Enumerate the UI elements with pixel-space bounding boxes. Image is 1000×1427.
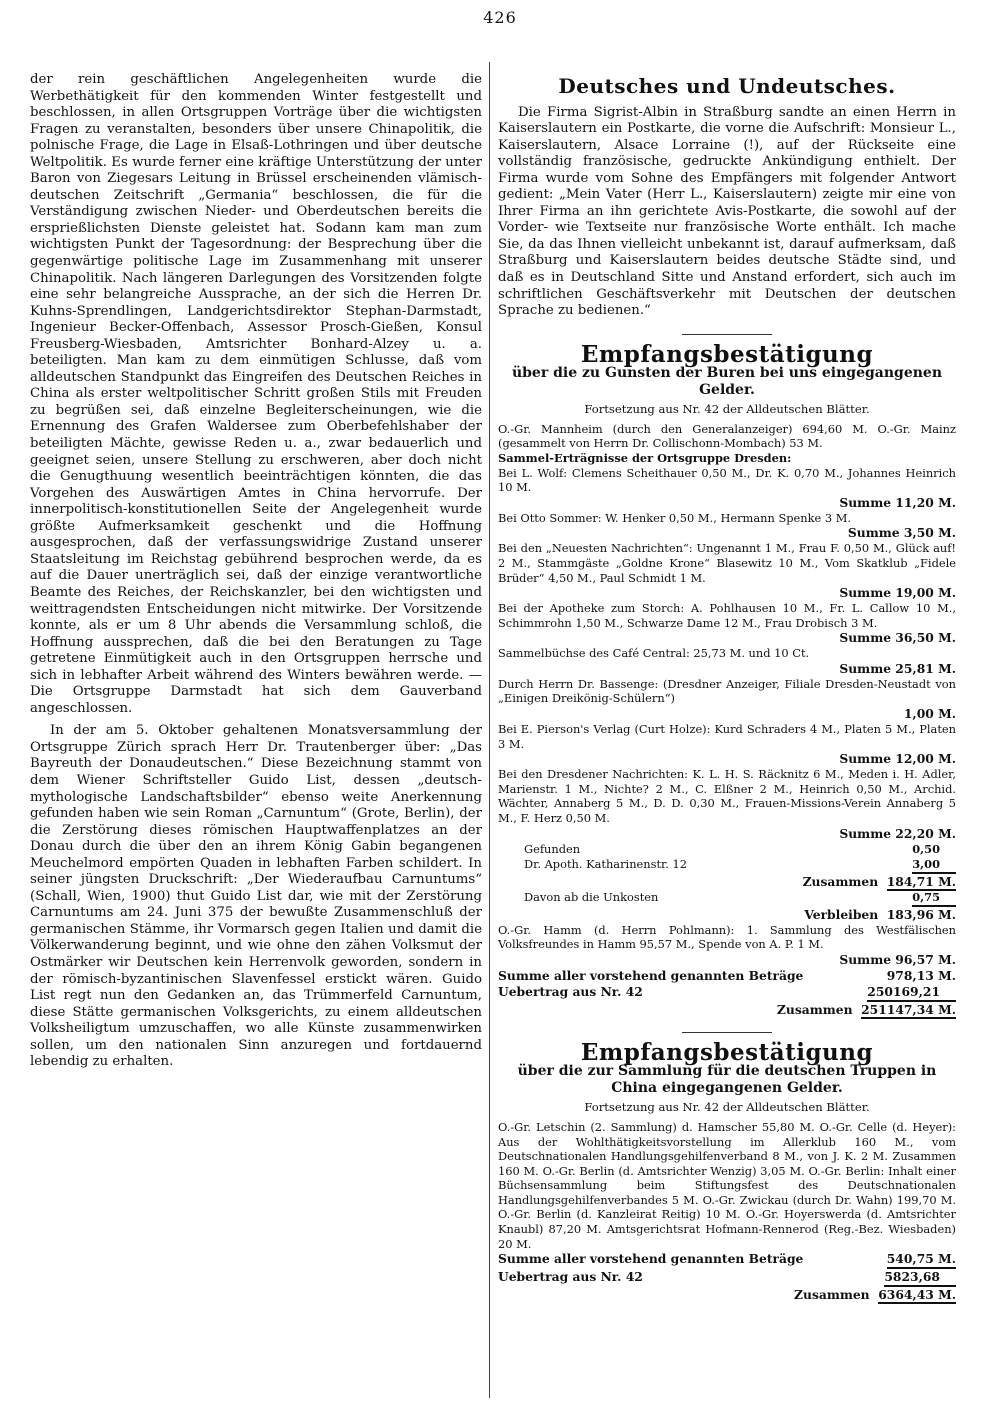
row-value: 184,71 M. [886, 873, 956, 889]
row-value: 250169,21 [867, 984, 956, 1002]
receipt-entry: Bei den „Neuesten Nachrichten“: Ungenannt 1 M., Frau F. 0,50 M., Glück auf! 2 M., Stammgäste „Goldne Krone“ Blasewitz 10 M., Vom Skatklub „Fidele Brüder“ 4,50 M., Paul Schmidt 1 M. [498, 541, 956, 585]
article-text: Die Firma Sigrist-Albin in Straßburg sandte an einen Herrn in Kaiserslautern ein Postkarte, die vorne die Aufschrift: Monsieur L., Kaiserslautern, Alsace Lorraine (!), auf der Rückseite eine vollständig französische, gedruckte Ankündigung enthielt. Der Firma wurde vom Sohne des Empfängers mit folgender Antwort gedient: „Mein Vater (Herr L., Kaiserslautern) zeigte mir eine von Ihrer Firma an ihn gerichtete Avis-Postkarte, die sowohl auf der Vorder- wie Textseite nur französische Worte enthält. Ich mache Sie, da das Ihnen vielleicht unbekannt ist, darauf aufmerksam, daß Straßburg und Kaiserslautern beides deutsche Städte sind, und daß es in Deutschland Sitte und Anstand erfordert, sich auch im schriftlichen Geschäftsverkehr mit Deutschen der deutschen Sprache zu bedienen.“ [498, 104, 956, 319]
uebertrag-row [498, 984, 956, 1002]
row-label: Zusammen [794, 1287, 870, 1303]
separator-rule [682, 1032, 772, 1033]
receipt-entry: Bei den Dresdener Nachrichten: K. L. H. S. Räcknitz 6 M., Meden i. H. Adler, Marienstr. 1 M., Nichte? 2 M., C. Elßner 2 M., Heinrich 0,50 M., Archid. Wächter, Annaberg 5 M., D. D. 0,30 M., Frauen-Missions-Verein Annaberg 5 M., F. Herz 0,50 M. [498, 767, 956, 826]
receipt-title: Empfangsbestätigung [580, 1038, 874, 1066]
receipt-entry: Bei Otto Sommer: W. Henker 0,50 M., Hermann Spenke 3 M. [498, 510, 852, 525]
receipt-subtotal: Summe 22,20 M. [839, 825, 956, 841]
receipt-subtitle: über die zu Gunsten der Buren bei uns eingegangenen Gelder. [511, 365, 943, 399]
receipt-body: O.-Gr. Letschin (2. Sammlung) d. Hamscher 55,80 M. O.-Gr. Celle (d. Heyer): Aus der Wohlthätigkeitsvorstellung im Allerklub 160 M., vom Deutschnationalen Handlungsgehilfenverband 8 M., von J. K. 2 M. Zusammen 160 M. O.-Gr. Berlin (d. Amtsrichter Wenzig) 3,05 M. O.-Gr. Berlin: Inhalt einer Büchsensammlung beim Stiftungsfest des Deutschnationalen Handlungsgehilfenverbandes 5 M. O.-Gr. Zwickau (durch Dr. Wahn) 199,70 M. O.-Gr. Berlin (d. Kanzleirat Reitig) 10 M. O.-Gr. Hoyerswerda (d. Amtsrichter Knaubl) 87,20 M. Amtsgerichtsrat Hofmann-Rennerod (Reg.-Bez. Wiesbaden) 20 M. [498, 1119, 956, 1251]
grand-total-row [498, 1287, 956, 1303]
row-label: Summe aller vorstehend genannten Beträge [498, 1251, 804, 1267]
row-value: 0,75 [912, 890, 956, 907]
receipt-subtotal: Summe 25,81 M. [839, 660, 956, 676]
row-label: Summe aller vorstehend genannten Beträge [498, 967, 804, 983]
row-label: Verbleiben [804, 906, 879, 922]
receipt-subtotal: Summe 36,50 M. [839, 630, 956, 646]
receipt-subtotal: Summe 11,20 M. [839, 494, 956, 510]
receipt-entry: Sammel-Erträgnisse der Ortsgruppe Dresden: [498, 450, 792, 465]
row-label: Davon ab die Unkosten [524, 889, 659, 904]
page-number: 426 [483, 8, 517, 27]
row-label: Uebertrag aus Nr. 42 [498, 983, 643, 999]
receipt-subtotal: Summe 19,00 M. [839, 585, 956, 601]
row-value: 5823,68 [884, 1269, 956, 1287]
column-divider [489, 62, 490, 1398]
receipt-boers [498, 340, 956, 1018]
row-label: Zusammen [802, 873, 879, 889]
row-value: 540,75 M. [887, 1251, 956, 1269]
section-heading: Deutsches und Undeutsches. [558, 74, 896, 98]
zusammen-value [803, 874, 956, 890]
right-column [498, 72, 956, 1303]
row-label: Uebertrag aus Nr. 42 [498, 1269, 643, 1285]
grand-total-row [498, 1002, 956, 1018]
left-paragraph-1: der rein geschäftlichen Angelegenheiten wurde die Werbethätigkeit für den kommenden Winter festgestellt und beschlossen, in allen Ortsgruppen Vorträge über die wichtigsten Fragen zu veranstalten, besonders über unsere Chinapolitik, die polnische Frage, die Lage in Elsaß-Lothringen und über deutsche Weltpolitik. Es wurde ferner eine kräftige Unterstützung der unter Baron von Ziegesars Leitung in Brüssel erscheinenden vlämisch-deutschen Zeitschrift „Germania“ beschlossen, die für die Verständigung zwischen Nieder- und Oberdeutschen bereits die ersprießlichsten Dienste geleistet hat. Sodann kam man zum wichtigsten Punkt der Tagesordnung: der Besprechung über die gegenwärtige politische Lage im Zusammenhang mit unserer Chinapolitik. Nach längeren Darlegungen des Vorsitzenden folgte eine sehr belangreiche Aussprache, an der sich die Herren Dr. Kuhns-Sprendlingen, Landgerichtsdirektor Stephan-Darmstadt, Ingenieur Becker-Offenbach, Assessor Prosch-Gießen, Konsul Freusberg-Wiesbaden, Amtsrichter Bonhard-Alzey u. a. beteiligten. Man kam zu dem einmütigen Schlusse, daß vom alldeutschen Standpunkt das Eingreifen des Deutschen Reiches in China als erster weltpolitischer Schritt großen Stils mit Freuden zu begrüßen sei, daß einzelne Begleiterscheinungen, wie die Ernennung des Grafen Waldersee zum Oberbefehlshaber der beteiligten Mächte, gewisse Reden u. a., zwar bedauerlich und geeignet seien, unsere Stellung zu erschweren, aber doch nicht die Genugthuung wesentlich beeinträchtigen könnten, die das Vorgehen des Auswärtigen Amtes in China hervorrufe. Der innerpolitisch-konstitutionellen Seite der Angelegenheit wurde größte Aufmerksamkeit geschenkt und die Hoffnung ausgesprochen, daß der verfassungswidrige Zustand unserer Staatsleitung im Reichstag gebührend besprochen werde, da es auf die Dauer unerträglich sei, daß der einzige verantwortliche Beamte des Reiches, der Reichskanzler, bei den wichtigsten und weittragendsten Entscheidungen nicht mitwirke. Der Vorsitzende konnte, als er um 8 Uhr abends die Versammlung schloß, die Hoffnung aussprechen, daß die bei den Beratungen zu Tage getretene Einmütigkeit auch in den Ortsgruppen herrsche und sich in lebhafter Arbeit während des Winters bewähren werde. — Die Ortsgruppe Darmstadt hat sich dem Gauverband angeschlossen. [30, 72, 482, 716]
receipt-subtotal: 1,00 M. [903, 706, 956, 722]
row-label: Gefunden [524, 841, 581, 856]
row-value: 3,00 [912, 857, 956, 874]
receipt-entry: Sammelbüchse des Café Central: 25,73 M. und 10 Ct. [498, 646, 810, 661]
row-value: 0,50 [912, 841, 940, 856]
receipt-continuation: Fortsetzung aus Nr. 42 der Alldeutschen Blätter. [584, 402, 870, 417]
unkosten-row [498, 890, 956, 907]
row-label: Zusammen [776, 1001, 853, 1017]
left-column [30, 72, 482, 1071]
receipt-subtitle: über die zur Sammlung für die deutschen Truppen in China eingegangenen Gelder. [517, 1063, 937, 1097]
verbleiben-row [498, 907, 956, 923]
row-value: 6364,43 M. [878, 1287, 956, 1303]
receipt-subtotal: Summe 12,00 M. [839, 751, 956, 767]
receipt-subtotal: Summe 3,50 M. [847, 525, 956, 541]
receipt-entry: O.-Gr. Hamm (d. Herrn Pohlmann): 1. Sammlung des Westfälischen Volksfreundes in Hamm 95,57 M., Spende von A. P. 1 M. [498, 922, 956, 952]
receipt-entry: Bei L. Wolf: Clemens Scheithauer 0,50 M., Dr. K. 0,70 M., Johannes Heinrich 10 M. [498, 465, 956, 495]
receipt-subtotal: Summe 96,57 M. [839, 951, 956, 967]
row-value: 978,13 M. [886, 967, 956, 983]
receipt-troops [498, 1038, 956, 1303]
left-paragraph-2: In der am 5. Oktober gehaltenen Monatsversammlung der Ortsgruppe Zürich sprach Herr Dr. Trautenberger über: „Das Bayreuth der Donaudeutschen.“ Diese Bezeichnung stammt von dem Wiener Schriftsteller Guido List, dessen „deutsch-mythologische Landschaftsbilder“ ebenso weite Anerkennung gefunden haben wie sein Roman „Carnuntum“ (Grote, Berlin), der die Zerstörung dieses römischen Hauptwaffenplatzes an der Donau durch die über den an ihrem König Gabin begangenen Meuchelmord empörten Quaden in lebhaften Farben schildert. In seiner jüngsten Druckschrift: „Der Wiederaufbau Carnuntums“ (Schall, Wien, 1900) thut Guido List dar, wie mit der Zerstörung Carnuntums am 24. Juni 375 der bewußte Zusammenschluß der germanischen Stämme, ihr Vormarsch gegen Italien und damit die Völkerwanderung beginnt, und wie ohne den zähen Volksmut der Ostmärker wir Deutschen kein Herrenvolk geworden, sondern in der römisch-byzantinischen Slavenfessel erstickt wären. Guido List regt nun den Gedanken an, das Trümmerfeld Carnuntum, diese Stätte germanischen Volksgerichts, zu einem alldeutschen Volksheiligtum umzuschaffen, wo alle Künste zusammenwirken sollen, um den nationalen Sinn anzuregen und fortdauernd lebendig zu erhalten. [30, 723, 482, 1070]
total-row [498, 968, 956, 984]
receipt-entry: Bei der Apotheke zum Storch: A. Pohlhausen 10 M., Fr. L. Callow 10 M., Schimmrohn 1,50 M., Schwarze Dame 12 M., Frau Drobisch 3 M. [498, 601, 956, 630]
receipt-entry: Bei E. Pierson's Verlag (Curt Holze): Kurd Schraders 4 M., Platen 5 M., Platen 3 M. [498, 722, 956, 751]
receipt-entry: Durch Herrn Dr. Bassenge: (Dresdner Anzeiger, Filiale Dresden-Neustadt von „Einigen Dreikönig-Schülern“) [498, 676, 956, 706]
uebertrag-row [498, 1269, 956, 1287]
receipt-title: Empfangsbestätigung [580, 340, 874, 368]
apotheke-row [498, 857, 956, 874]
row-label: Dr. Apoth. Katharinenstr. 12 [524, 856, 687, 871]
zusammen-row [498, 874, 956, 890]
total-row [498, 1251, 956, 1269]
receipt-continuation: Fortsetzung aus Nr. 42 der Alldeutschen Blätter. [584, 1100, 870, 1115]
receipt-entry: O.-Gr. Mannheim (durch den Generalanzeiger) 694,60 M. O.-Gr. Mainz (gesammelt von Herrn Dr. Collischonn-Mombach) 53 M. [498, 421, 956, 451]
separator-rule [682, 334, 772, 335]
row-value: 183,96 M. [886, 906, 956, 922]
gefunden-row [498, 842, 956, 857]
row-value: 251147,34 M. [861, 1001, 956, 1017]
